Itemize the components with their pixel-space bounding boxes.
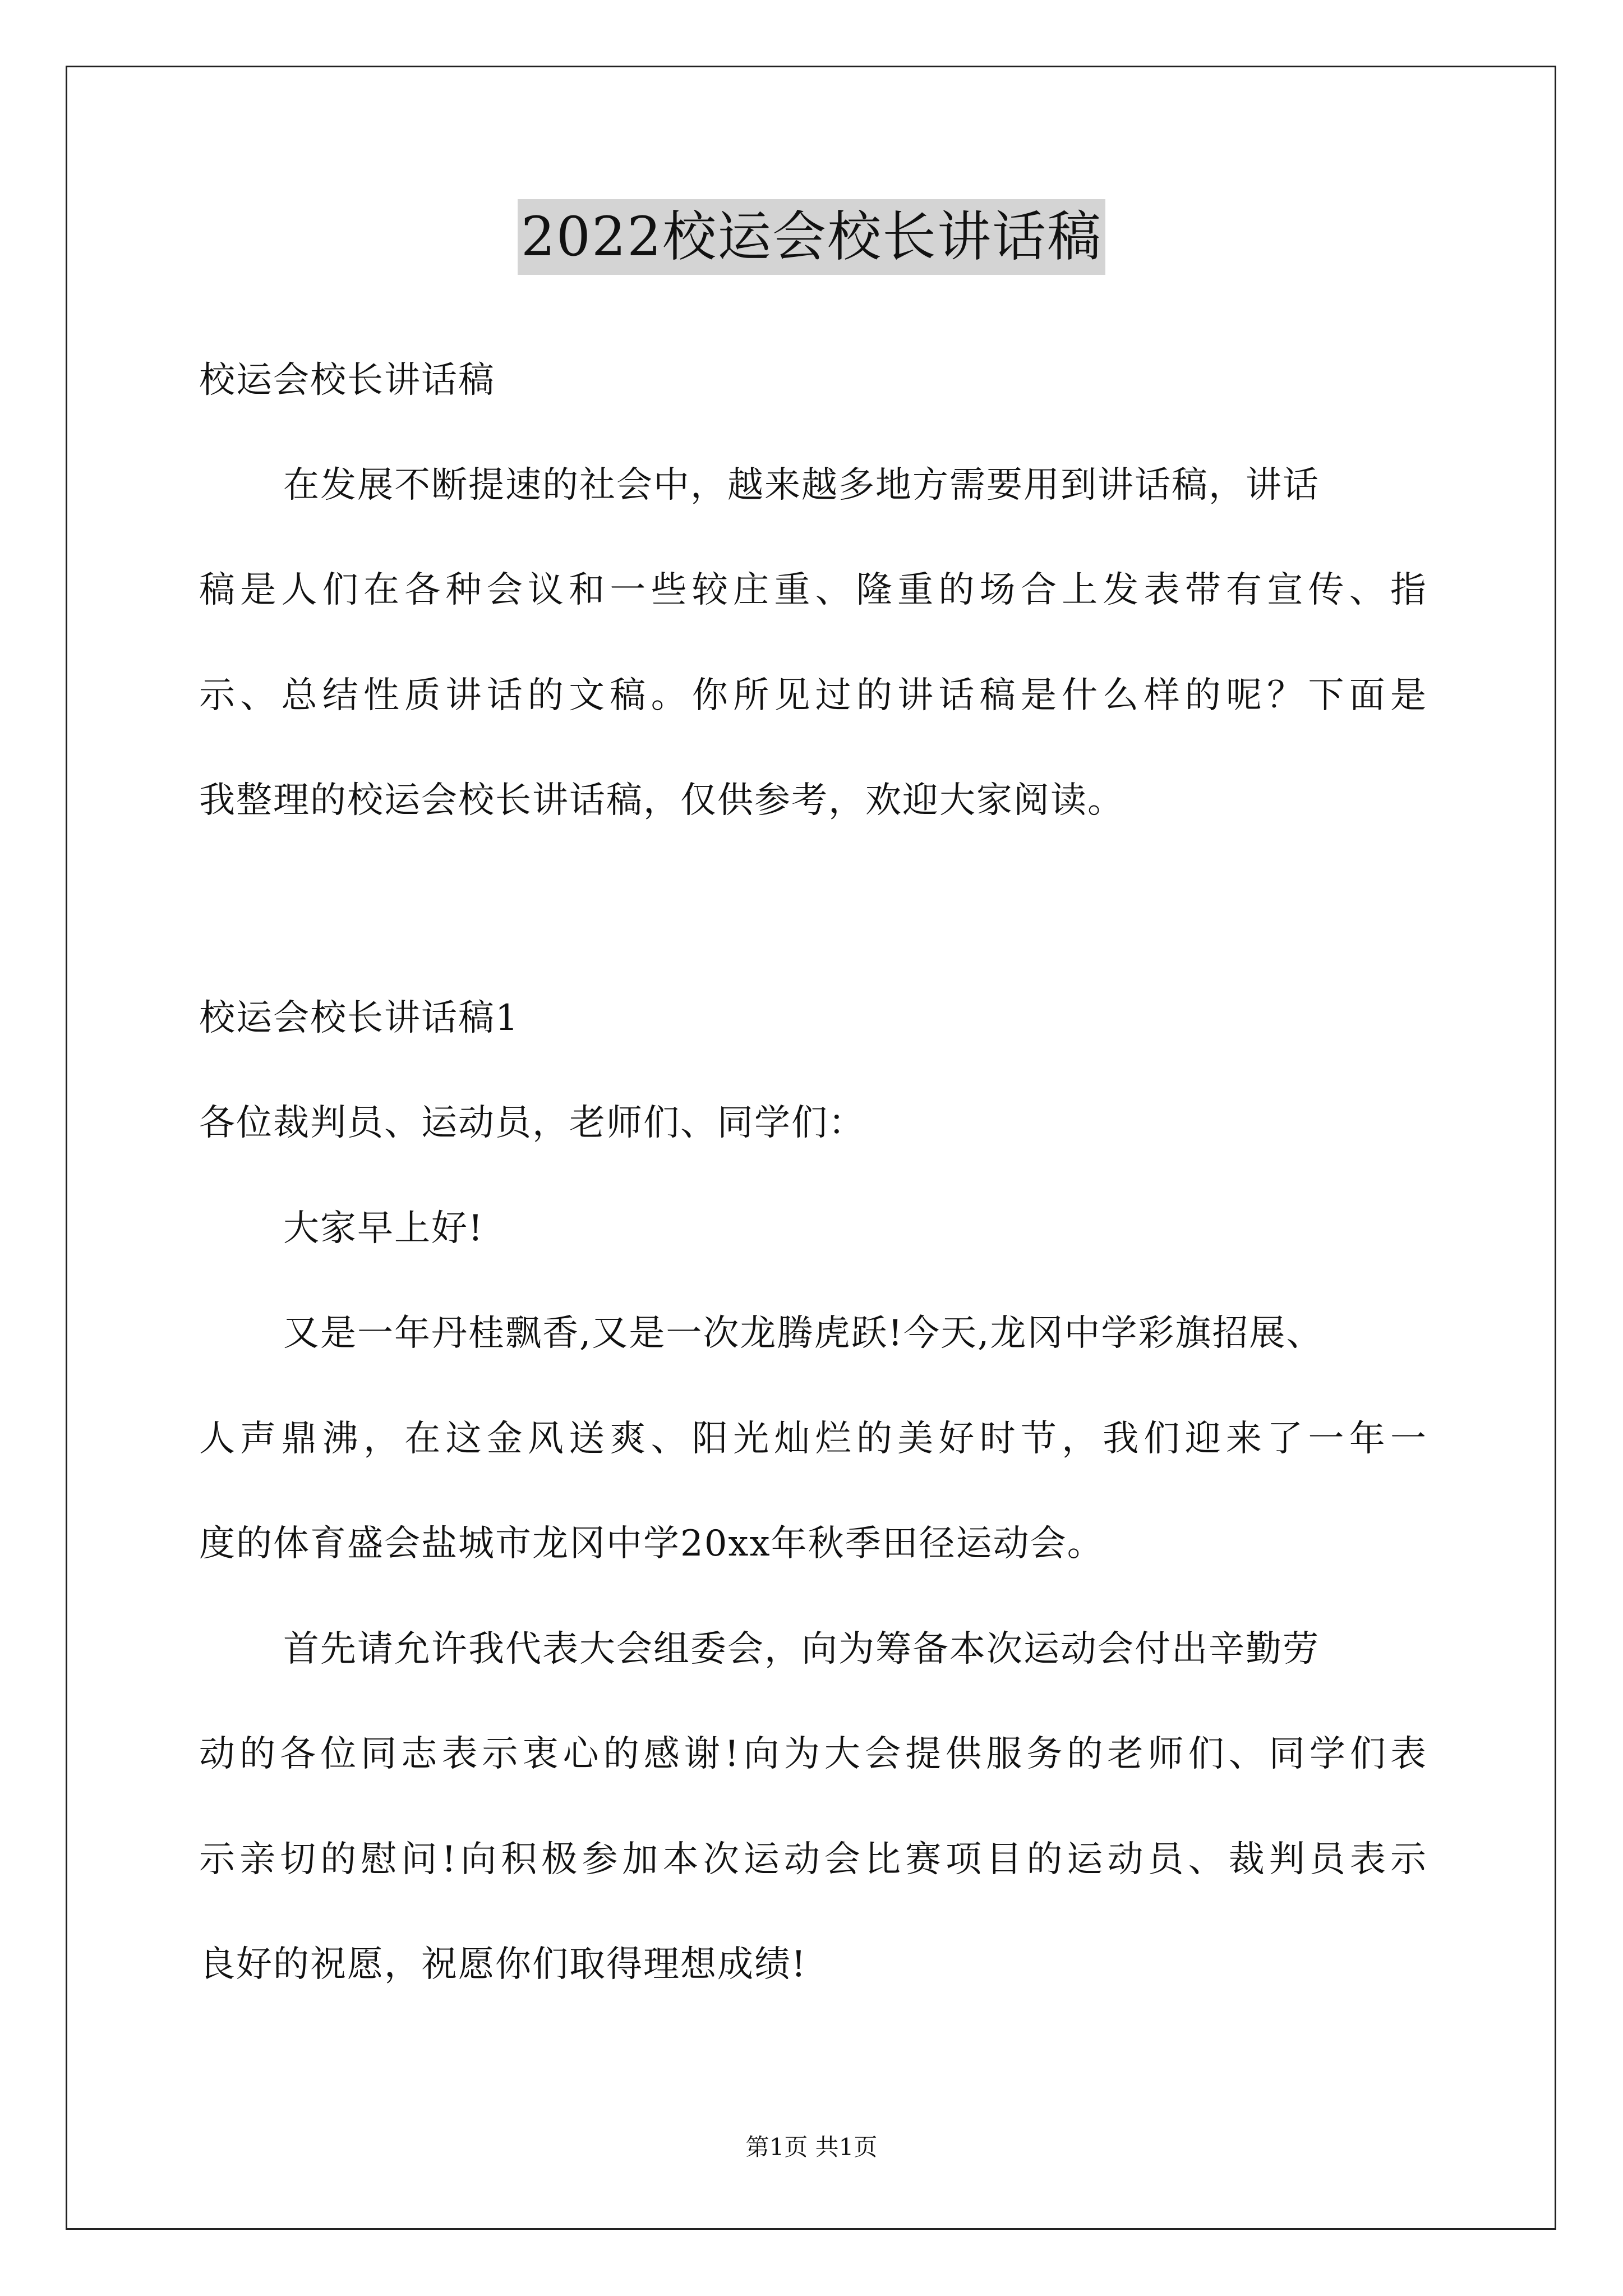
paragraph-line: 在发展不断提速的社会中，越来越多地方需要用到讲话稿，讲话 — [283, 464, 1320, 506]
paragraph-line: 首先请允许我代表大会组委会，向为筹备本次运动会付出辛勤劳 — [283, 1628, 1320, 1670]
paragraph-line: 良好的祝愿，祝愿你们取得理想成绩! — [199, 1944, 807, 1985]
paragraph-line: 示、总结性质讲话的文稿。你所见过的讲话稿是什么样的呢？下面是 — [199, 675, 1427, 716]
title-container — [0, 199, 1623, 275]
paragraph-line: 我整理的校运会校长讲话稿，仅供参考，欢迎大家阅读。 — [199, 780, 1124, 821]
paragraph-line: 动的各位同志表示衷心的感谢!向为大会提供服务的老师们、同学们表 — [199, 1733, 1427, 1775]
greeting: 大家早上好! — [283, 1208, 484, 1249]
section-heading: 校运会校长讲话稿1 — [199, 997, 519, 1039]
paragraph-line: 又是一年丹桂飘香,又是一次龙腾虎跃!今天,龙冈中学彩旗招展、 — [283, 1313, 1324, 1354]
section-heading: 校运会校长讲话稿 — [199, 360, 495, 401]
document-title: 2022校运会校长讲话稿 — [518, 199, 1105, 275]
paragraph-line: 稿是人们在各种会议和一些较庄重、隆重的场合上发表带有宣传、指 — [199, 569, 1427, 611]
paragraph-line: 人声鼎沸，在这金风送爽、阳光灿烂的美好时节，我们迎来了一年一 — [199, 1418, 1427, 1460]
paragraph-line: 示亲切的慰问!向积极参加本次运动会比赛项目的运动员、裁判员表示 — [199, 1839, 1427, 1880]
page-number-footer: 第1页 共1页 — [745, 2133, 878, 2161]
paragraph-line: 度的体育盛会盐城市龙冈中学20xx年秋季田径运动会。 — [199, 1523, 1104, 1565]
salutation: 各位裁判员、运动员，老师们、同学们： — [199, 1102, 865, 1144]
